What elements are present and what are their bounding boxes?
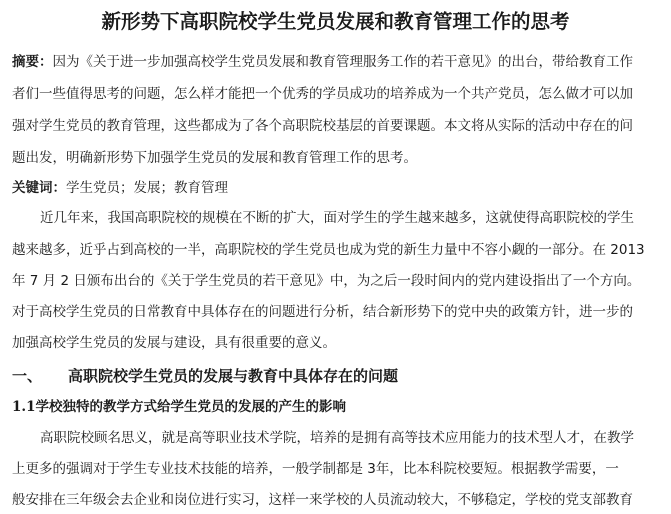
- keywords-text: 学生党员；发展；教育管理: [66, 180, 228, 196]
- abstract-text: 因为《关于进一步加强高校学生党员发展和教育管理服务工作的若干意见》的出台，带给教育工作: [52, 54, 633, 70]
- subsection-1-1-heading: 1.1学校独特的教学方式给学生党员的发展的产生的影响: [12, 399, 346, 415]
- intro-line-4: 对于高校学生党员的日常教育中具体存在的问题进行分析，结合新形势下的党中央的政策方针，进一步的: [12, 304, 633, 320]
- abstract-line-1: [12, 52, 662, 72]
- keywords-line: [12, 178, 662, 198]
- section-1-heading: [12, 366, 398, 386]
- document-title: 新形势下高职院校学生党员发展和教育管理工作的思考: [101, 10, 570, 33]
- section-1-number: 一、: [12, 367, 43, 385]
- body-line-3: 般安排在三年级会去企业和岗位进行实习，这样一来学校的人员流动较大，不够稳定，学校的党支部教育: [12, 492, 633, 508]
- intro-line-5: 加强高校学生党员的发展与建设，具有很重要的意义。: [12, 335, 336, 351]
- intro-line-3: 年 7 月 2 日颁布出台的《关于学生党员的若干意见》中，为之后一段时间内的党内建设指出了一个方向。: [12, 273, 641, 289]
- abstract-line-3: 强对学生党员的教育管理，这些都成为了各个高职院校基层的首要课题。本文将从实际的活动中存在的问: [12, 118, 633, 134]
- keywords-label: 关键词：: [12, 180, 66, 196]
- intro-line-1: 近几年来，我国高职院校的规模在不断的扩大，面对学生的学生越来越多，这就使得高职院校的学生: [40, 210, 634, 226]
- abstract-line-2: 者们一些值得思考的问题，怎么样才能把一个优秀的学员成功的培养成为一个共产党员，怎么做才可以加: [12, 86, 633, 102]
- body-line-1: 高职院校顾名思义，就是高等职业技术学院，培养的是拥有高等技术应用能力的技术型人才，在教学: [40, 430, 634, 446]
- abstract-line-4: 题出发，明确新形势下加强学生党员的发展和教育管理工作的思考。: [12, 150, 417, 166]
- intro-line-2: 越来越多，近乎占到高校的一半，高职院校的学生党员也成为党的新生力量中不容小觑的一部分。在 2013: [12, 242, 645, 258]
- body-line-2: 上更多的强调对于学生专业技术技能的培养，一般学制都是 3年，比本科院校要短。根据教学需要，一: [12, 461, 619, 477]
- section-1-title: 高职院校学生党员的发展与教育中具体存在的问题: [68, 367, 399, 385]
- abstract-label: 摘要：: [12, 54, 53, 70]
